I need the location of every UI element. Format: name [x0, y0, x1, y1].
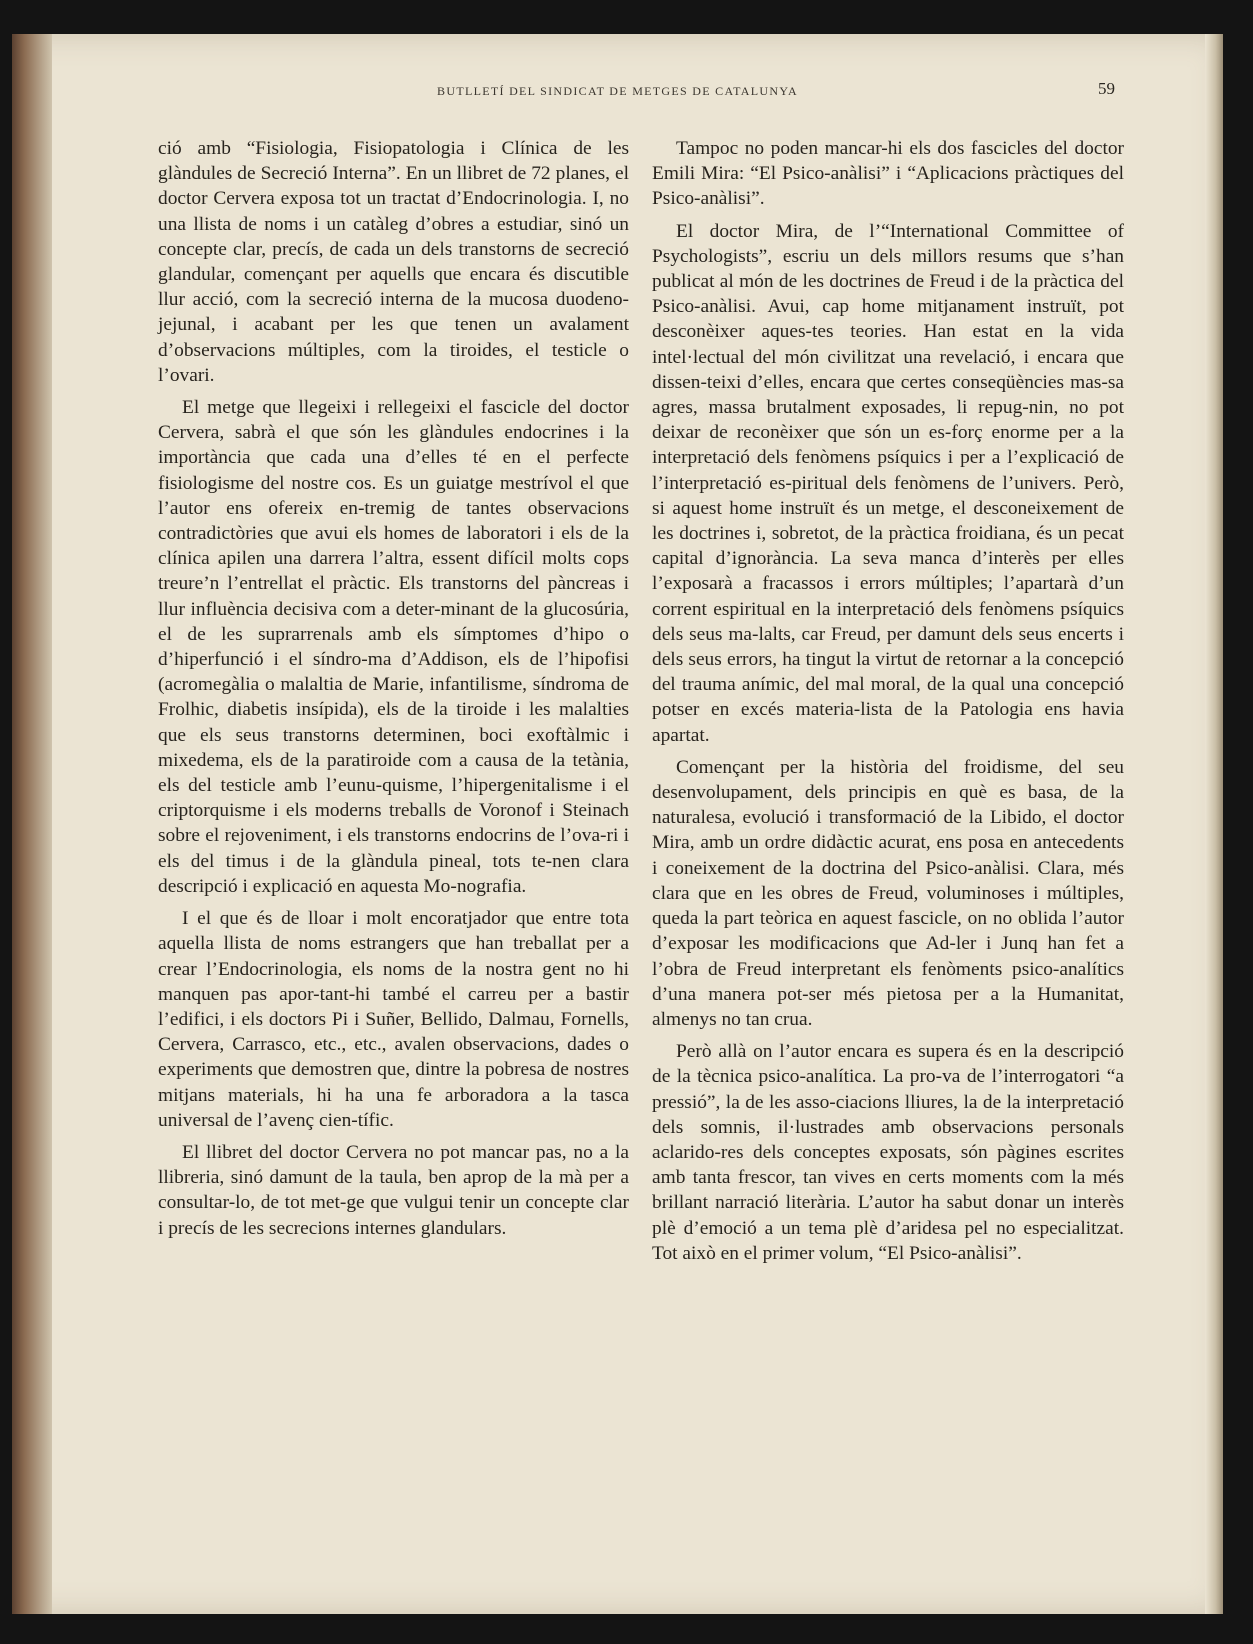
page-binding-edge: [12, 34, 52, 1614]
page-number: 59: [1098, 79, 1115, 98]
page-header: [12, 79, 1223, 108]
running-head: BUTLLETÍ DEL SINDICAT DE METGES DE CATALUNYA: [437, 84, 798, 98]
paragraph: Però allà on l’autor encara es supera és en la descripció de la tècnica psico-analítica. La pro-va de l’interrogatori “a pressió”, la de les asso-ciacions lliures, la de la interpretació dels somnis, il·lustrades amb observacions personals aclarido-res dels conceptes exposats, són pàgines escrites amb tanta frescor, tan vives en certs moments com la més brillant narració literària. L’autor ha sabut donar un interès plè d’emoció a un tema plè d’aridesa pel no especialitzat. Tot això en el primer volum, “El Psico-anàlisi”.: [652, 1041, 1124, 1264]
paragraph: ció amb “Fisiologia, Fisiopatologia i Clínica de les glàndules de Secreció Interna”. En un llibret de 72 planes, el doctor Cervera exposa tot un tractat d’Endocrinologia. I, no una llista de noms i un catàleg d’obres a estudiar, sinó un concepte clar, precís, de cada un dels transtorns de secreció glandular, començant per aquells que encara és discutible llur acció, com la secreció interna de la mucosa duodeno-jejunal, i acabant per les que tenen un avalament d’observacions múltiples, com la tiroides, el testicle o l’ovari.: [158, 138, 629, 386]
paragraph: I el que és de lloar i molt encoratjador que entre tota aquella llista de noms estrangers que han treballat per a crear l’Endocrinologia, els noms de la nostra gent no hi manquen pas apor-tant-hi també el carreu per a bastir l’edifici, i els doctors Pi i Suñer, Bellido, Dalmau, Fornells, Cervera, Carrasco, etc., etc., avalen observacions, dades o experiments que demostren que, dintre la pobresa de nostres mitjans materials, hi ha una fe arboradora a la tasca universal de l’avenç cien-tífic.: [158, 908, 629, 1131]
page-right-edge: [1205, 34, 1223, 1614]
paragraph: Començant per la història del froidisme, del seu desenvolupament, dels principis en què es basa, de la naturalesa, evolució i transformació de la Libido, el doctor Mira, amb un ordre didàctic acurat, ens posa en antecedents i coneixement de la doctrina del Psico-anàlisi. Clara, més clara que en les obres de Freud, voluminoses i múltiples, queda la part teòrica en aquest fascicle, on no oblida l’autor d’exposar les modificacions que Ad-ler i Junq han fet a l’obra de Freud interpretant els fenòments psico-analítics d’una manera pot-ser més pietosa per a la Humanitat, almenys no tan crua.: [652, 756, 1124, 1030]
paragraph: El doctor Mira, de l’“International Committee of Psychologists”, escriu un dels millors resums que s’han publicat al món de les doctrines de Freud i de la pràctica del Psico-anàlisi. Avui, cap home mitjanament instruït, pot desconèixer aques-tes teories. Han estat en la vida intel·lectual del món civilitzat una revelació, i encara que dissen-teixi d’elles, encara que certes conseqüències mas-sa agres, massa brutalment exposades, li repug-nin, no pot deixar de reconèixer que són un es-forç enorme per a la interpretació dels fenòmens psíquics i per a l’explicació de l’interpretació es-piritual dels fenòmens de l’univers. Però, si aquest home instruït és un metge, el desconeixement de les doctrines i, sobretot, de la pràctica froidiana, és un pecat capital d’ignorància. La seva manca d’interès per elles l’exposarà a fracassos i errors múltiples; l’apartarà d’un corrent espiritual en la interpretació dels fenòmens psíquics dels seus ma-lalts, car Freud, per damunt dels seus encerts i dels seus errors, ha tingut la virtut de retornar a la concepció del trauma anímic, del mal moral, de la qual una concepció potser en excés materia-lista de la Patologia ens havia apartat.: [652, 220, 1124, 746]
paragraph: El metge que llegeixi i rellegeixi el fascicle del doctor Cervera, sabrà el que són les glàndules endocrines i la importància que cada una d’elles té en el perfecte fisiologisme del nostre cos. Es un guiatge mestrívol el que l’autor ens ofereix en-tremig de tantes observacions contradictòries que avui els homes de laboratori i els de la clínica apilen una darrera l’altra, essent difícil molts cops treure’n l’entrellat el pràctic. Els transtorns del pàncreas i llur influència decisiva com a deter-minant de la glucosúria, el de les suprarrenals amb els símptomes d’hipo o d’hiperfunció i el síndro-ma d’Addison, els de l’hipofisi (acromegàlia o malaltia de Marie, infantilisme, síndroma de Frolhic, diabetis insípida), els de la tiroide i les malalties que els seus transtorns determinen, boci exoftàlmic i mixedema, els de la paratiroide com a causa de la tetània, els del testicle amb l’eunu-quisme, l’hipergenitalisme i el criptorquisme i els moderns treballs de Voronof i Steinach sobre el rejoveniment, i els transtorns endocrins de l’ova-ri i els del timus i de la glàndula pineal, tots te-nen clara descripció i explicació en aquesta Mo-nografia.: [158, 397, 629, 897]
left-column: [158, 136, 629, 1248]
journal-page: [12, 34, 1223, 1614]
paragraph: El llibret del doctor Cervera no pot mancar pas, no a la llibreria, sinó damunt de la taula, ben aprop de la mà per a consultar-lo, de tot met-ge que vulgui tenir un concepte clar i precís de les secrecions internes glandulars.: [158, 1141, 629, 1239]
paragraph: Tampoc no poden mancar-hi els dos fascicles del doctor Emili Mira: “El Psico-anàlisi” i “Aplicacions pràctiques del Psico-anàlisi”.: [652, 138, 1124, 210]
right-column: [652, 136, 1124, 1273]
